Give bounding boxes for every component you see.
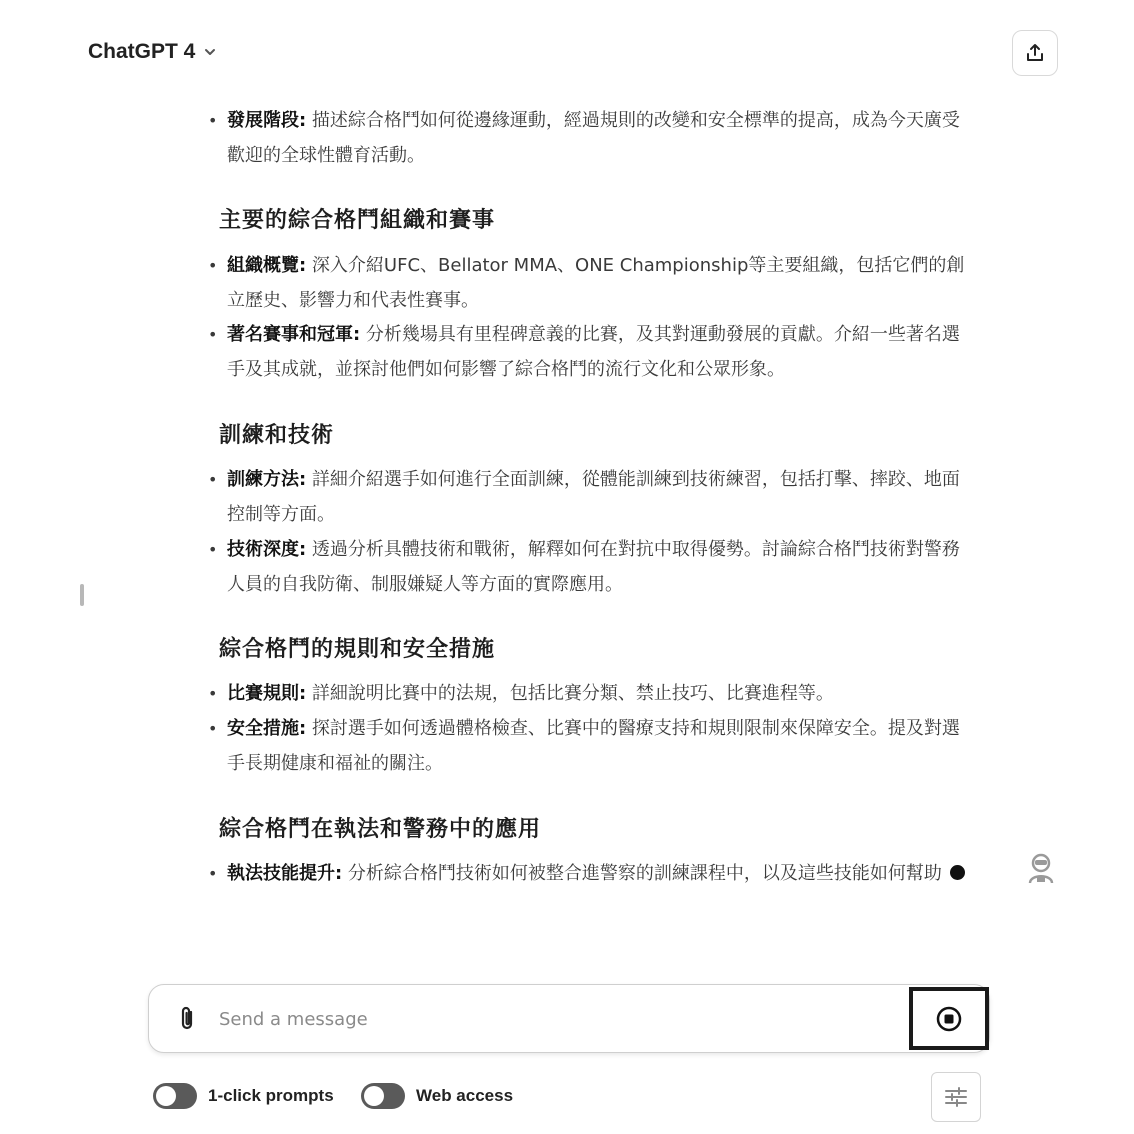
item-term: 訓練方法:: [227, 469, 307, 490]
section-heading: 綜合格鬥在執法和警務中的應用: [219, 817, 542, 842]
item-text: 詳細說明比賽中的法規，包括比賽分類、禁止技巧、比賽進程等。: [306, 683, 834, 704]
list-item: • 訓練方法: 詳細介紹選手如何進行全面訓練，從體能訓練到技術練習，包括打擊、摔跤、地面控制等方面。: [208, 469, 960, 525]
item-text: 分析幾場具有里程碑意義的比賽，及其對運動發展的貢獻。介紹一些著名選手及其成就，並探討他們如何影響了綜合格鬥的流行文化和公眾形象。: [227, 324, 960, 380]
list-item: • 安全措施: 探討選手如何透過體格檢查、比賽中的醫療支持和規則限制來保障安全。提及對選手長期健康和福祉的關注。: [208, 718, 960, 774]
list-item: • 著名賽事和冠軍: 分析幾場具有里程碑意義的比賽，及其對運動發展的貢獻。介紹一些著名選手及其成就，並探討他們如何影響了綜合格鬥的流行文化和公眾形象。: [208, 324, 960, 380]
item-term: 技術深度:: [227, 539, 307, 560]
item-term: 比賽規則:: [227, 683, 307, 704]
one-click-prompts-label: 1-click prompts: [208, 1086, 334, 1105]
web-access-toggle[interactable]: [361, 1083, 405, 1109]
web-access-label: Web access: [416, 1086, 514, 1105]
sliders-icon: [943, 1084, 969, 1110]
item-term: 安全措施:: [227, 718, 307, 739]
typing-cursor-icon: [950, 865, 965, 880]
user-avatar-icon: [1026, 852, 1056, 884]
section-heading: 主要的綜合格鬥組織和賽事: [219, 208, 496, 233]
section-heading: 訓練和技術: [219, 423, 335, 448]
message-composer: [148, 984, 990, 1053]
item-text: 深入介紹UFC、Bellator MMA、ONE Championship等主要組織，包括它們的創立歷史、影響力和代表性賽事。: [227, 255, 965, 311]
item-term: 執法技能提升:: [227, 863, 343, 884]
top-bar: [0, 0, 1134, 90]
list-item: • 發展階段: 描述綜合格鬥如何從邊緣運動，經過規則的改變和安全標準的提高，成為今天廣受歡迎的全球性體育活動。: [208, 110, 960, 166]
stop-generating-icon: [935, 1005, 963, 1033]
item-term: 發展階段:: [227, 110, 307, 131]
section-heading: 綜合格鬥的規則和安全措施: [219, 637, 496, 662]
item-text: 詳細介紹選手如何進行全面訓練，從體能訓練到技術練習，包括打擊、摔跤、地面控制等方面。: [227, 469, 960, 525]
item-term: 著名賽事和冠軍:: [227, 324, 361, 345]
list-item: • 組織概覽: 深入介紹UFC、Bellator MMA、ONE Championship等主要組織，包括它們的創立歷史、影響力和代表性賽事。: [208, 255, 965, 311]
message-input[interactable]: [217, 1002, 901, 1036]
stop-generating-button[interactable]: [909, 987, 989, 1050]
item-text: 透過分析具體技術和戰術，解釋如何在對抗中取得優勢。討論綜合格鬥技術對警務人員的自我防衛、制服嫌疑人等方面的實際應用。: [227, 539, 960, 595]
list-item: • 技術深度: 透過分析具體技術和戰術，解釋如何在對抗中取得優勢。討論綜合格鬥技術對警務人員的自我防衛、制服嫌疑人等方面的實際應用。: [208, 539, 960, 595]
scrollbar-handle[interactable]: [80, 584, 84, 606]
item-text: 探討選手如何透過體格檢查、比賽中的醫療支持和規則限制來保障安全。提及對選手長期健康和福祉的關注。: [227, 718, 960, 774]
chevron-down-icon: [203, 45, 217, 59]
item-term: 組織概覽:: [227, 255, 307, 276]
paperclip-icon[interactable]: [175, 1005, 199, 1033]
model-selector[interactable]: [88, 40, 217, 64]
list-item: • 執法技能提升: 分析綜合格鬥技術如何被整合進警察的訓練課程中，以及這些技能如何幫助: [208, 856, 968, 891]
one-click-prompts-toggle[interactable]: [153, 1083, 197, 1109]
item-text: 分析綜合格鬥技術如何被整合進警察的訓練課程中，以及這些技能如何幫助: [342, 863, 942, 884]
share-upload-icon: [1025, 43, 1045, 63]
list-item: • 比賽規則: 詳細說明比賽中的法規，包括比賽分類、禁止技巧、比賽進程等。: [208, 683, 834, 704]
settings-button[interactable]: [931, 1072, 981, 1122]
item-text: 描述綜合格鬥如何從邊緣運動，經過規則的改變和安全標準的提高，成為今天廣受歡迎的全球性體育活動。: [227, 110, 960, 166]
model-title-text: ChatGPT 4: [88, 40, 196, 63]
share-button[interactable]: [1012, 30, 1058, 76]
